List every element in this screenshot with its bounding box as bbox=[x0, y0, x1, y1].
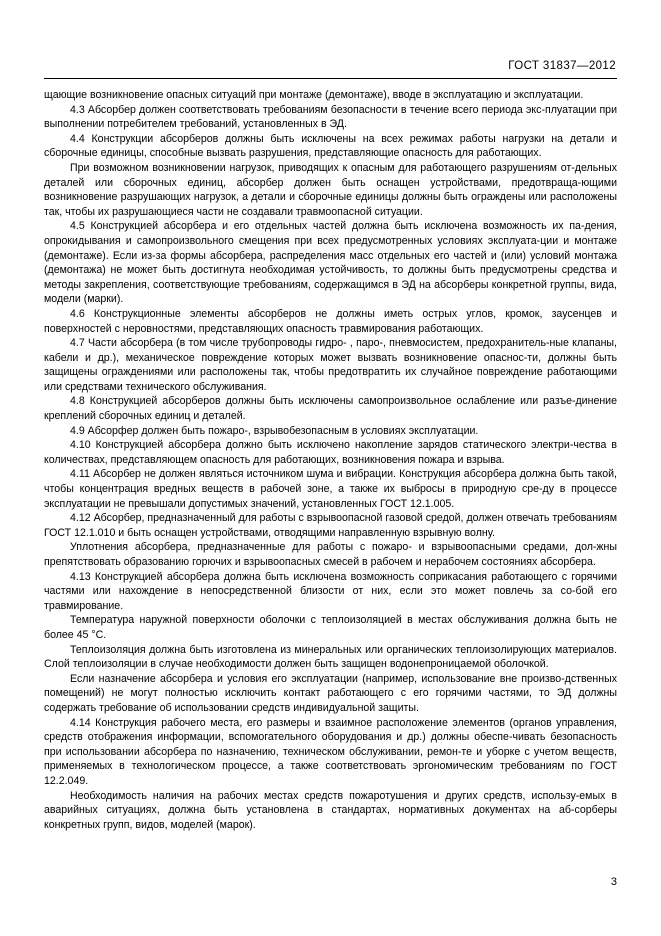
paragraph: 4.11 Абсорбер не должен являться источником шума и вибрации. Конструкция абсорбера должна быть такой, чтобы концентрация вредных веществ в рабочей зоне, а также их выбросы в природную сре-ду в процессе эксплуатации не превышали допустимых значений, установленных ГОСТ 12.1.005. bbox=[44, 468, 617, 510]
paragraph: 4.4 Конструкции абсорберов должны быть исключены на всех режимах работы нагрузки на детали и сборочные единицы, способные вызвать разрушения, представляющие опасность для работающих. bbox=[44, 132, 617, 160]
paragraph: щающие возникновение опасных ситуаций при монтаже (демонтаже), вводе в эксплуатацию и эксплуатации. bbox=[44, 89, 584, 101]
paragraph: 4.7 Части абсорбера (в том числе трубопроводы гидро- , паро-, пневмосистем, предохранитель-ные клапаны, кабели и др.), механическое повреждение которых может вызвать возникновение опаснос-ти, должны быть защищены ограждениями или расположены так, чтобы предотвратить их случайное повреждение работающими или средствами технического обслуживания. bbox=[44, 337, 617, 393]
document-body bbox=[44, 88, 617, 832]
standard-number: ГОСТ 31837—2012 bbox=[508, 60, 616, 72]
paragraph: 4.14 Конструкция рабочего места, его размеры и взаимное расположение элементов (органов управления, средств отображения информации, вспомогательного оборудования и др.) должны обеспе-чивать безопасность при использовании абсорбера по назначению, техническом обслуживании, ремон-те и уборке с учетом веществ, применяемых в технологическом процессе, а также соответствовать эргономическим требованиям по ГОСТ 12.2.049. bbox=[44, 716, 617, 787]
paragraph: Температура наружной поверхности оболочки с теплоизоляцией в местах обслуживания должна быть не более 45 °С. bbox=[44, 614, 617, 641]
paragraph: 4.10 Конструкцией абсорбера должно быть исключено накопление зарядов статического электри-чества в количествах, представляющем опасность для работающих, возникновения пожара и взрыва. bbox=[44, 439, 617, 466]
paragraph: 4.13 Конструкцией абсорбера должна быть исключена возможность соприкасания работающего с горячими частями или нахождение в непосредственной близости от них, если это может повлечь за со-бой его травмирование. bbox=[44, 570, 617, 612]
paragraph: Необходимость наличия на рабочих местах средств пожаротушения и других средств, использу-емых в аварийных ситуациях, должна быть установлена в стандартах, нормативных документах на аб-сорберы конкретных групп, видов, моделей (марок). bbox=[44, 789, 617, 831]
page-header bbox=[44, 60, 617, 72]
paragraph: При возможном возникновении нагрузок, приводящих к опасным для работающего разрушениям от-дельных деталей или сборочных единиц, абсорбер должен быть оснащен устройствами, предотвраща-ющими возникновение разрушающих нагрузок, а детали и сборочные единицы должны быть ограждены или расположены так, чтобы их разрушающиеся части не создавали травмоопасной ситуации. bbox=[44, 161, 617, 218]
paragraph: 4.9 Абсорфер должен быть пожаро-, взрывобезопасным в условиях эксплуатации. bbox=[70, 424, 479, 437]
paragraph: Если назначение абсорбера и условия его эксплуатации (например, использование вне произво-дственных помещений) не могут полностью исключить контакт работающего с его горячими частями, то ЭД должны содержать требование об использовании средств индивидуальной защиты. bbox=[44, 672, 617, 714]
paragraph: 4.6 Конструкционные элементы абсорберов не должны иметь острых углов, кромок, заусенцев и поверхностей с неровностями, представляющих опасность травмирования работающих. bbox=[44, 307, 617, 335]
paragraph: 4.8 Конструкцией абсорберов должны быть исключены самопроизвольное ослабление или разъе-динение креплений сборочных единиц и деталей. bbox=[44, 395, 617, 423]
header-divider bbox=[44, 78, 617, 79]
paragraph: Теплоизоляция должна быть изготовлена из минеральных или органических теплоизолирующих материалов. Слой теплоизоляции в случае необходимости должен быть защищен водонепроницаемой оболочкой. bbox=[44, 643, 617, 671]
paragraph: 4.12 Абсорбер, предназначенный для работы с взрывоопасной газовой средой, должен отвечать требованиям ГОСТ 12.1.010 и быть оснащен устройствами, отводящими направленную взрывную волну. bbox=[44, 512, 617, 539]
paragraph: 4.3 Абсорбер должен соответствовать требованиям безопасности в течение всего периода экс-плуатации при выполнении потребителем требований, установленных в ЭД. bbox=[44, 103, 617, 131]
page-number: 3 bbox=[610, 876, 617, 888]
paragraph: 4.5 Конструкцией абсорбера и его отдельных частей должна быть исключена возможность их па-дения, опрокидывания и самопроизвольного смещения при всех предусмотренных условиях эксплуата-ции и монтаже (демонтаже). Если из-за формы абсорбера, распределения масс отдельных его частей и (или) условий монтажа (демонтажа) не может быть достигнута необходимая устойчивость, то должны быть предусмотрены средства и методы закрепления, соответствующие требованиям, содержащимся в ЭД на абсорберы конкретной группы, вида, модели (марки). bbox=[44, 220, 617, 306]
paragraph: Уплотнения абсорбера, предназначенные для работы с пожаро- и взрывоопасными средами, дол-жны препятствовать образованию горючих и взрывоопасных смесей в рабочем и нерабочем состояниях абсорбера. bbox=[44, 541, 617, 568]
